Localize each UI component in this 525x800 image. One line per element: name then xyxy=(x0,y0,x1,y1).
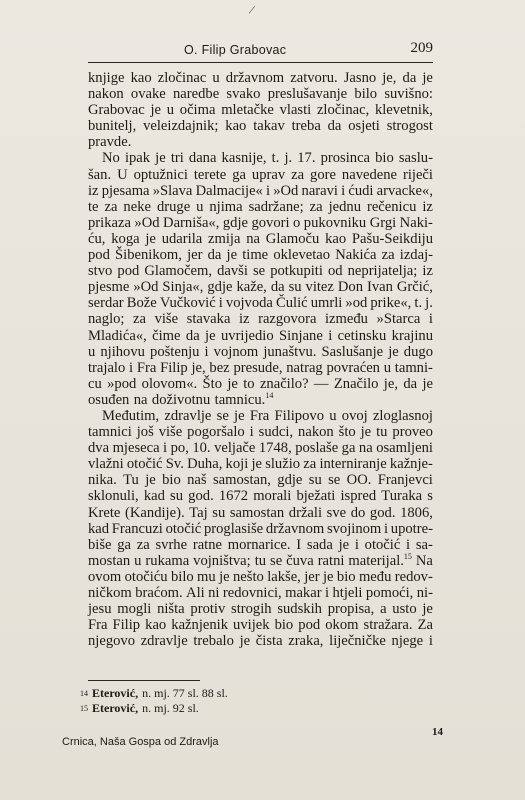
text-line: mostan u rukama vojništva; tu se čuva ratni materijal.$^{15}$ Na xyxy=(88,551,433,569)
footnote-rule xyxy=(88,680,200,681)
text-line: Mladića«, čime da je uvrijedio Sinjane i cetinsku krajinu xyxy=(88,327,433,344)
text-line: dva mjeseca i po, 10. veljače 1748, poslaše ga na osamljeni xyxy=(88,440,433,457)
text-line: serdar Bože Vučković i vojvoda Čulić umrli »od prike«, t. j. xyxy=(88,295,433,312)
footnote-14: 14 Eterović, n. mj. 77 sl. 88 sl. xyxy=(80,686,228,700)
text-line: te za neke druge u njima sadržane; za jednu rečenicu iz xyxy=(88,198,433,215)
text-line: nakon ovake naredbe svako preslušavanje bilo suvišno: xyxy=(88,86,433,103)
text-line: knjige kao zločinac u državnom zatvoru. Jasno je, da je xyxy=(88,70,433,86)
text-line: osuđen na doživotnu tamnicu.$^{14}$ xyxy=(88,391,274,408)
text-line: No ipak je tri dana kasnije, t. j. 17. prosinca bio saslu- xyxy=(102,150,433,167)
text-line: kad Francuzi otočić proglasiše državnom svojinom i upotre- xyxy=(88,520,433,537)
running-head xyxy=(88,40,433,60)
text-line: njegovo zdravlje trebalo je čista zraka, liječničke njege i xyxy=(88,633,433,650)
running-title: O. Filip Grabovac xyxy=(184,43,287,57)
text-line: stvo pod Glamočem, davši se potkupiti od neprijatelja; iz xyxy=(88,263,433,280)
body-text xyxy=(88,70,433,649)
text-line: tamnici još više pogoršalo i sudci, nakon što je tu proveo xyxy=(88,424,433,441)
text-line: cu »pod olovom«. Što je to značilo? — Značilo je, da je xyxy=(88,375,433,392)
margin-mark: / xyxy=(247,1,257,18)
text-line: Međutim, zdravlje se je Fra Filipovo u ovoj zloglasnoj xyxy=(102,407,433,424)
text-line: prikaza »Od Darniša«, gdje govori o pukovniku Grgi Naki- xyxy=(88,214,433,231)
text-line: ću, koga je udarila zmija na Glamoču kao Pašu-Seikdiju xyxy=(88,230,433,247)
text-line: ničkom braćom. Ali ni redovnici, makar i htjeli pomoći, ni- xyxy=(88,585,433,601)
text-line: ovom otočiću bilo mu je nešto lakše, jer je bio među redov- xyxy=(88,568,433,585)
text-line: vlažni otočić Sv. Duha, koji je služio za interniranje kažnje- xyxy=(88,456,433,473)
text-line: pjesme »Od Sinja«, gdje kaže, da su vitez Don Ivan Grčić, xyxy=(88,279,433,296)
text-line: u njihovu poštenju i vojnom junaštvu. Saslušanje je dugo xyxy=(88,343,433,360)
footnote-ref: 15 xyxy=(403,551,412,561)
text-line: iz pjesama »Slava Dalmacije« i »Od naravi i ćudi arvacke«, xyxy=(88,182,433,199)
text-line: šan. U optužnici terete ga uprav za gore navedene riječi xyxy=(88,166,433,183)
text-line: sklonuli, kad su god. 1672 morali bježati ispred Turaka s xyxy=(88,488,433,505)
page-number: 209 xyxy=(410,40,433,56)
text-line: Fra Filip kao kažnjenik uvijek bio pod okom stražara. Za xyxy=(88,617,433,634)
text-line: Krete (Kandije). Taj su samostan držali sve do god. 1806, xyxy=(88,504,433,521)
text-line: Grabovac je u očima mletačke vlasti zločinac, klevetnik, xyxy=(88,102,433,119)
header-rule xyxy=(88,62,433,63)
footnote-ref: 14 xyxy=(265,391,274,401)
text-line: pod Šibenikom, jer da je time oklevetao Nakića za izdaj- xyxy=(88,247,433,264)
text-line: nika. Tu je bio naš samostan, gdje su se OO. Franjevci xyxy=(88,472,433,489)
footnotes xyxy=(80,686,380,716)
printer-imprint: Crnica, Naša Gospa od Zdravlja xyxy=(62,736,219,748)
signature-mark: 14 xyxy=(432,726,443,738)
footnote-15: 15 Eterović, n. mj. 92 sl. xyxy=(80,701,199,715)
text-line: biše ga za svrhe ratne mornarice. I sada je i otočić i sa- xyxy=(88,536,433,553)
text-line: pravde. xyxy=(88,134,132,151)
text-line: bunitelj, veleizdajnik; kao takav treba da osjeti strogost xyxy=(88,118,433,135)
text-line: trajalo i Fra Filip je, bez presude, natrag povraćen u tamni- xyxy=(88,359,433,376)
text-line: naglo; za više stavaka iz razgovora između »Starca i xyxy=(88,311,433,328)
text-line: jesu mogli ništa protiv strogih sudskih propisa, a usto je xyxy=(88,601,433,618)
